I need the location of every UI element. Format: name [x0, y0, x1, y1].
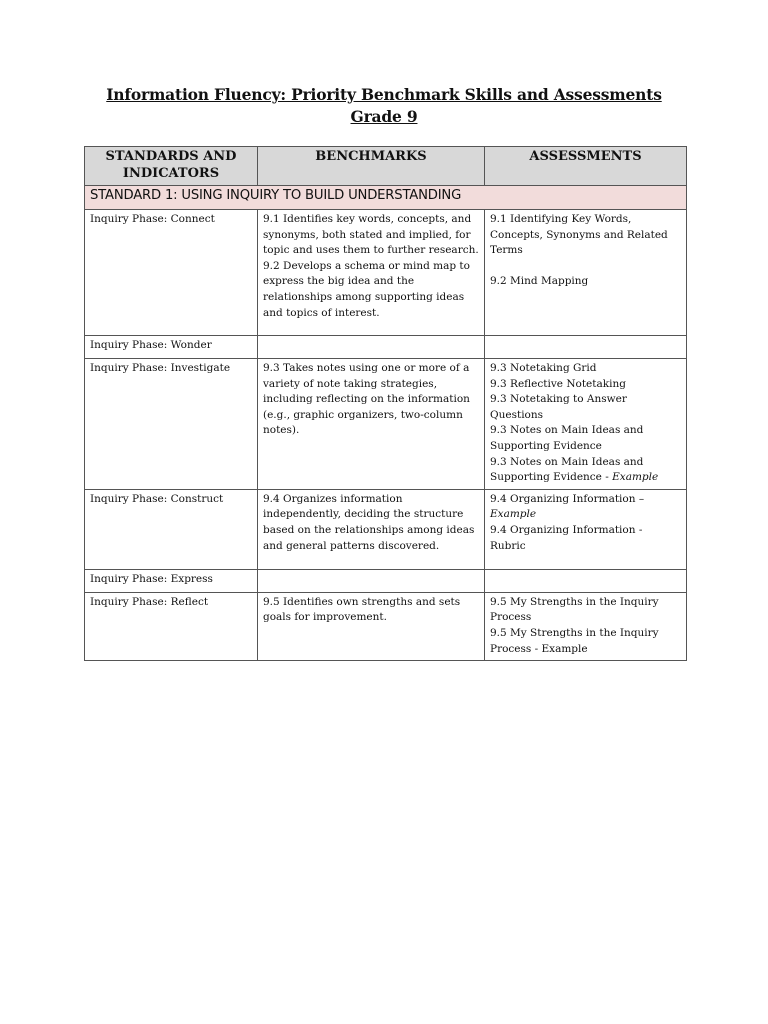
benchmarks-cell [258, 359, 485, 490]
assessments-cell [485, 489, 687, 569]
standard-1-heading: STANDARD 1: USING INQUIRY TO BUILD UNDERSTANDING [85, 186, 687, 210]
header-assessments: ASSESSMENTS [485, 147, 687, 186]
benchmark-table [84, 146, 687, 661]
assessments-cell [485, 210, 687, 336]
benchmark-9-2: 9.2 Develops a schema or mind map to express the big idea and the relationships among supporting ideas and topics of interest. [263, 259, 470, 319]
assessment-9-3-grid: 9.3 Notetaking Grid [490, 362, 597, 374]
benchmarks-cell [258, 489, 485, 569]
assessment-9-2: 9.2 Mind Mapping [490, 275, 589, 288]
phase-construct: Inquiry Phase: Construct [85, 489, 258, 569]
table-row [85, 210, 687, 336]
table-row [85, 489, 687, 569]
assessment-9-3-main-ideas: 9.3 Notes on Main Ideas and Supporting Evidence [490, 424, 644, 452]
assessments-cell [485, 336, 687, 359]
phase-connect: Inquiry Phase: Connect [85, 210, 258, 336]
header-benchmarks: BENCHMARKS [258, 147, 485, 186]
assessment-9-3-answer-questions: 9.3 Notetaking to Answer Questions [490, 393, 627, 421]
assessment-9-1: 9.1 Identifying Key Words, Concepts, Synonyms and Related Terms [490, 213, 668, 257]
benchmarks-cell [258, 592, 485, 660]
assessment-9-3-main-ideas-example: 9.3 Notes on Main Ideas and Supporting Evidence - Example [490, 455, 659, 484]
table-header-row [85, 147, 687, 186]
assessment-9-5-example: 9.5 My Strengths in the Inquiry Process - Example [490, 626, 659, 655]
standard-row [85, 186, 687, 210]
benchmarks-cell [258, 569, 485, 592]
benchmarks-cell [258, 210, 485, 336]
document-title: Information Fluency: Priority Benchmark Skills and Assessments [106, 85, 662, 104]
table-row [85, 569, 687, 592]
example-label: Example [612, 471, 659, 484]
assessment-9-3-reflective: 9.3 Reflective Notetaking [490, 377, 626, 390]
table-row [85, 359, 687, 490]
phase-wonder: Inquiry Phase: Wonder [85, 336, 258, 359]
benchmark-9-1: 9.1 Identifies key words, concepts, and synonyms, both stated and implied, for topic and uses them to further research. [263, 213, 479, 257]
phase-investigate: Inquiry Phase: Investigate [85, 359, 258, 490]
assessment-9-4-example: 9.4 Organizing Information – Example [490, 492, 645, 521]
assessments-cell [485, 359, 687, 490]
document-subtitle-grade: Grade 9 [350, 107, 418, 126]
assessment-9-5: 9.5 My Strengths in the Inquiry Process [490, 595, 659, 624]
phase-reflect: Inquiry Phase: Reflect [85, 592, 258, 660]
assessments-cell [485, 569, 687, 592]
table-row [85, 336, 687, 359]
phase-express: Inquiry Phase: Express [85, 569, 258, 592]
assessments-cell [485, 592, 687, 660]
example-label: Example [490, 508, 537, 521]
benchmark-9-3: 9.3 Takes notes using one or more of a variety of note taking strategies, including reflecting on the information (e.g., graphic organizers, two-column notes). [263, 362, 470, 437]
benchmark-9-4: 9.4 Organizes information independently, deciding the structure based on the relationships among ideas and general patterns discovered. [263, 492, 475, 552]
benchmark-9-5: 9.5 Identifies own strengths and sets goals for improvement. [263, 595, 461, 624]
table-row [85, 592, 687, 660]
assessment-9-4-rubric: 9.4 Organizing Information - Rubric [490, 523, 643, 552]
benchmarks-cell [258, 336, 485, 359]
header-standards-and-indicators: STANDARDS AND INDICATORS [85, 147, 258, 186]
